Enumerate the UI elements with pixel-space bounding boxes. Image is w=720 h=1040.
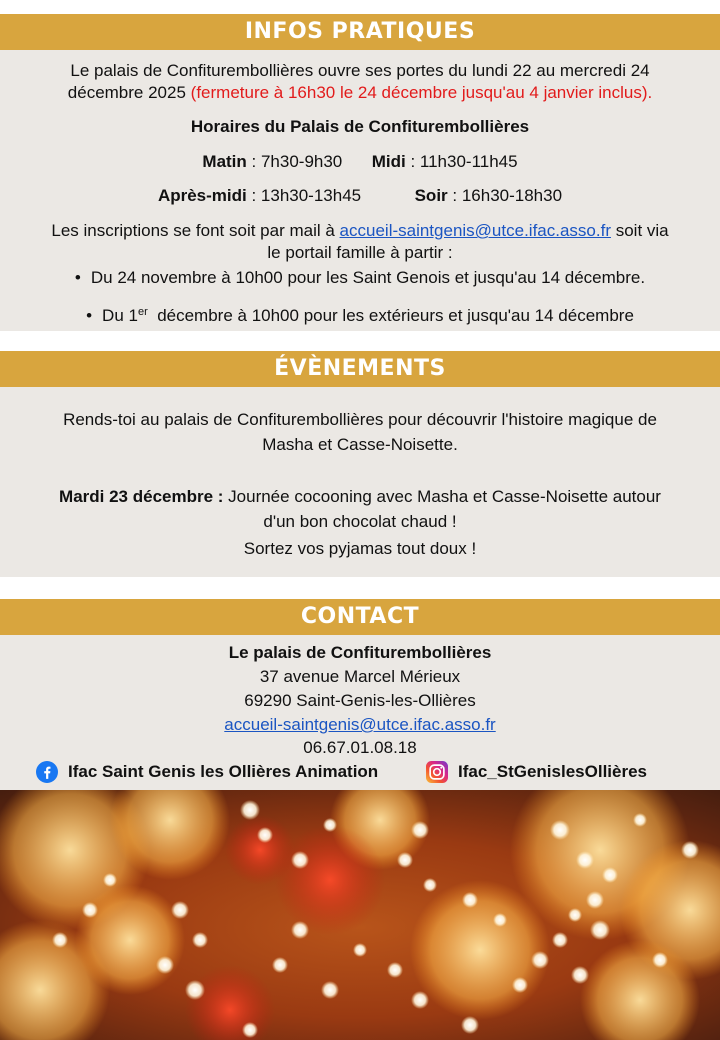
infos-intro-line2 xyxy=(0,82,720,104)
infos-heading: INFOS PRATIQUES xyxy=(0,14,720,50)
inscriptions-text-b: soit via xyxy=(610,221,669,240)
matin-label: Matin xyxy=(202,152,247,171)
apres-midi-label: Après-midi xyxy=(157,186,247,205)
contact-heading: CONTACT xyxy=(0,599,720,635)
bullet-2-text-a: Du 1 xyxy=(102,306,138,325)
midi-value: : 11h30-11h45 xyxy=(405,152,518,171)
infos-closure-note: (fermeture à 16h30 le 24 décembre jusqu'au 4 janvier inclus). xyxy=(190,83,653,102)
bullet-2-superscript: er xyxy=(137,306,148,318)
infos-intro-date: décembre 2025 xyxy=(67,83,186,102)
soir-label: Soir xyxy=(414,186,448,205)
infos-intro-line1: Le palais de Confiturembollières ouvre ses portes du lundi 22 au mercredi 24 xyxy=(70,61,650,80)
bullet-1-text: Du 24 novembre à 10h00 pour les Saint Genois et jusqu'au 14 décembre. xyxy=(90,268,646,287)
contact-phone: 06.67.01.08.18 xyxy=(303,738,417,757)
bokeh-image-graphic xyxy=(0,790,720,1040)
hours-title: Horaires du Palais de Confiturembollières xyxy=(190,117,530,136)
events-p2-line1 xyxy=(0,486,720,508)
inscriptions-line1 xyxy=(0,220,720,242)
instagram-link[interactable] xyxy=(426,760,647,784)
events-p1-line2: Masha et Casse-Noisette. xyxy=(262,435,458,454)
instagram-label: Ifac_StGenislesOllières xyxy=(458,762,647,781)
hours-row-2 xyxy=(0,185,720,207)
contact-address-2: 69290 Saint-Genis-les-Ollières xyxy=(244,691,476,710)
matin-value: : 7h30-9h30 xyxy=(246,152,343,171)
bullet-dot: • xyxy=(74,268,81,287)
soir-value: : 16h30-18h30 xyxy=(447,186,563,205)
contact-email-link[interactable]: accueil-saintgenis@utce.ifac.asso.fr xyxy=(224,715,496,734)
event-description: Journée cocooning avec Masha et Casse-Noisette autour xyxy=(223,487,661,506)
festive-bokeh-lights-image xyxy=(0,790,720,1040)
inscriptions-email-link[interactable]: accueil-saintgenis@utce.ifac.asso.fr xyxy=(339,221,611,240)
events-heading: ÉVÈNEMENTS xyxy=(0,351,720,387)
inscriptions-line2: le portail famille à partir : xyxy=(267,243,453,262)
bullet-2-text-b: décembre à 10h00 pour les extérieurs et jusqu'au 14 décembre xyxy=(147,306,634,325)
events-p1-line1: Rends-toi au palais de Confiturembollières pour découvrir l'histoire magique de xyxy=(63,410,657,429)
apres-midi-value: : 13h30-13h45 xyxy=(246,186,362,205)
contact-address-1: 37 avenue Marcel Mérieux xyxy=(259,667,461,686)
event-date: Mardi 23 décembre : xyxy=(59,487,224,506)
facebook-link[interactable] xyxy=(36,760,378,784)
contact-name: Le palais de Confiturembollières xyxy=(228,643,492,662)
instagram-icon xyxy=(426,761,448,783)
bullet-item-2 xyxy=(0,301,720,327)
events-p2-line3: Sortez vos pyjamas tout doux ! xyxy=(243,539,477,558)
events-p2-line2: d'un bon chocolat chaud ! xyxy=(263,512,457,531)
contact-email-row xyxy=(0,714,720,736)
hours-row-1 xyxy=(0,151,720,173)
facebook-label: Ifac Saint Genis les Ollières Animation xyxy=(68,762,379,781)
bullet-item-1 xyxy=(0,267,720,289)
bullet-dot: • xyxy=(86,306,93,325)
midi-label: Midi xyxy=(371,152,406,171)
facebook-icon xyxy=(36,761,58,783)
inscriptions-text-a: Les inscriptions se font soit par mail à xyxy=(51,221,340,240)
